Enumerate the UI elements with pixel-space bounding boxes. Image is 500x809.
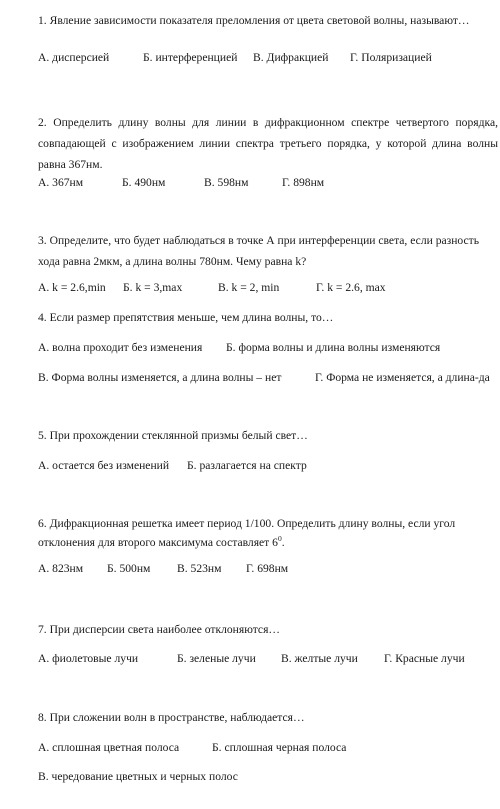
option-b: Б. 500нм [107, 562, 151, 575]
option-d: Г. Поляризацией [350, 51, 432, 64]
option-a: А. 367нм [38, 176, 84, 189]
option-a: А. остается без изменений [38, 459, 170, 472]
option-a: А. фиолетовые лучи [38, 652, 139, 665]
question-7-text: 7. При дисперсии света наиболее отклоняются… [38, 623, 280, 636]
option-b: Б. форма волны и длина волны изменяются [226, 341, 441, 354]
question-3-text-line2: хода равна 2мкм, а длина волны 780нм. Чему равна k? [38, 255, 307, 268]
option-a: А. 823нм [38, 562, 84, 575]
question-1-text: 1. Явление зависимости показателя преломления от цвета световой волны, называют… [38, 14, 470, 27]
option-b: Б. интерференцией [143, 51, 238, 64]
option-d: Г. Форма не изменяется, а длина-да [315, 371, 490, 384]
option-d: Г. k = 2.6, max [316, 281, 386, 294]
option-b: Б. зеленые лучи [177, 652, 256, 665]
question-3-text-line1: 3. Определите, что будет наблюдаться в точке А при интерференции света, если разность [38, 234, 480, 247]
option-d: Г. Красные лучи [384, 652, 465, 665]
question-2-text: 2. Определить длину волны для линии в дифракционном спектре четвертого порядка, совпадающей с изображением линии спектра третьего порядка, у которой длина волны равна 367нм. [38, 116, 498, 171]
option-c: В. Форма волны изменяется, а длина волны – нет [38, 371, 282, 384]
option-b: Б. сплошная черная полоса [212, 741, 347, 754]
option-c: В. 523нм [177, 562, 222, 575]
question-6-text-line1: 6. Дифракционная решетка имеет период 1/100. Определить длину волны, если угол [38, 517, 456, 530]
question-5-text: 5. При прохождении стеклянной призмы белый свет… [38, 429, 308, 442]
option-c: В. 598нм [204, 176, 249, 189]
question-6-line2-end: . [281, 536, 285, 549]
option-b: Б. разлагается на спектр [187, 459, 307, 472]
degree-superscript: 0 [277, 534, 282, 544]
option-b: Б. 490нм [122, 176, 166, 189]
option-c: В. желтые лучи [281, 652, 358, 665]
option-a: А. дисперсией [38, 51, 110, 64]
option-d: Г. 898нм [282, 176, 325, 189]
question-4-text: 4. Если размер препятствия меньше, чем длина волны, то… [38, 311, 334, 324]
question-8-text: 8. При сложении волн в пространстве, наблюдается… [38, 711, 305, 724]
option-a: А. сплошная цветная полоса [38, 741, 180, 754]
question-6-line2-main: отклонения для второго максимума составляет 6 [38, 536, 278, 549]
option-c: В. k = 2, min [218, 281, 280, 294]
option-a: А. k = 2.6,min [38, 281, 106, 294]
option-b: Б. k = 3,max [123, 281, 183, 294]
option-c: В. чередование цветных и черных полос [38, 770, 238, 783]
question-6-text-line2 [38, 534, 285, 552]
option-c: В. Дифракцией [253, 51, 329, 64]
option-a: А. волна проходит без изменения [38, 341, 203, 354]
option-d: Г. 698нм [246, 562, 289, 575]
